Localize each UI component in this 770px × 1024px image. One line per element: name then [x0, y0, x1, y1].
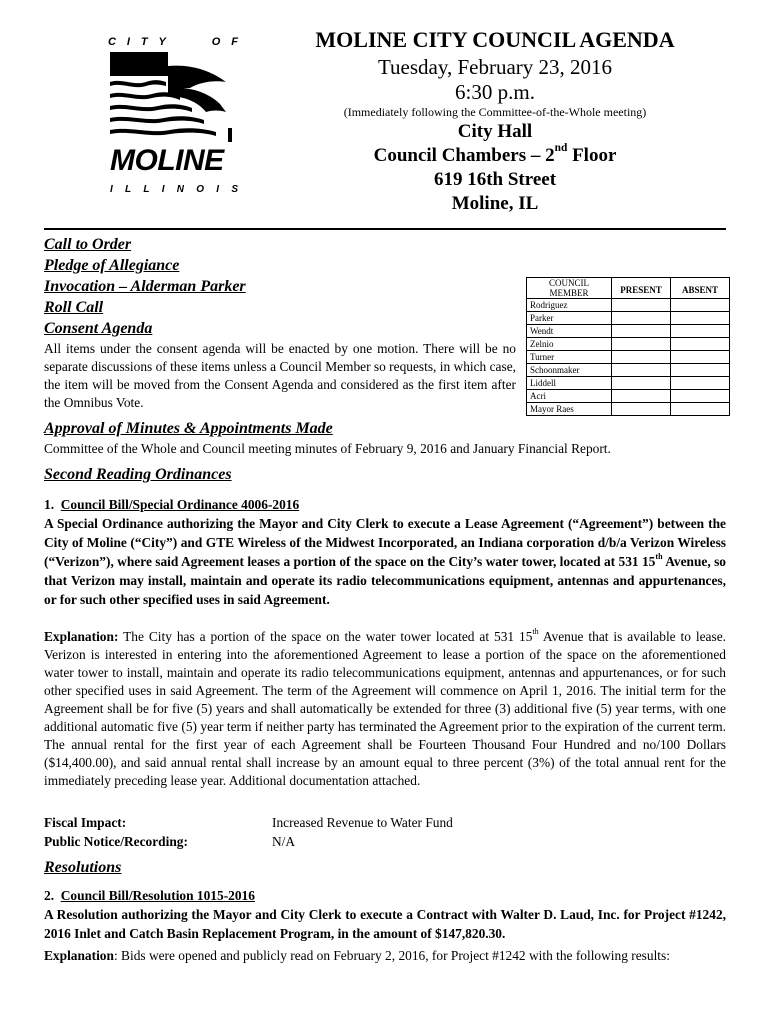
absent-cell: [671, 312, 730, 325]
logo-illinois-text: I L L I N O I S: [110, 184, 238, 195]
item-2-title: Council Bill/Resolution 1015-2016: [60, 888, 255, 903]
present-cell: [612, 403, 671, 416]
item-2-heading: [44, 888, 255, 904]
table-row: [527, 351, 730, 364]
consent-agenda-text: All items under the consent agenda will be enacted by one motion. There will be no separate discussions of these items unless a Council Member so requests, in which case, the item will be moved from the Consent Agenda and considered as the first item after the Omnibus Vote.: [44, 341, 516, 410]
absent-cell: [671, 364, 730, 377]
item-1-explanation: Explanation: The City has a portion of the space on the water tower located at 531 15th Avenue that is available to lease. Verizon is interested in entering into the aforementioned Agreement to lease a portion of the space on the aforementioned water tower to install, maintain and operate its radio telecommunications equipment, antennas and appurtenances, or for such other specified uses in said Agreement. The term of the Agreement will commence on April 1, 2016. The initial term for the Agreement shall be for five (5) years and shall automatically be extended for three (3) additional five (5) year terms, with one additional automatic five (5) year term if neither party has terminated the Agreement prior to the expiration of the current term. The annual rental for the first year of each Agreement shall be Fourteen Thousand Four Hundred and no/100 Dollars ($14,400.00), and said annual rental shall increase by an amount equal to three percent (3%) of the total annual rent for the immediately preceding lease year. Additional documentation attached.: [44, 626, 726, 788]
table-row: [527, 377, 730, 390]
present-cell: [612, 325, 671, 338]
roll-call-table: [526, 277, 730, 416]
item-1-number: 1.: [44, 497, 55, 512]
second-reading-heading: Second Reading Ordinances: [44, 466, 232, 483]
council-member-header: COUNCIL MEMBER: [527, 278, 612, 299]
table-row: [527, 338, 730, 351]
item-2-explanation: Explanation: Bids were opened and publicly read on February 2, 2016, for Project #1242 with the following results:: [44, 948, 670, 963]
call-to-order-heading: Call to Order: [44, 236, 132, 253]
absent-cell: [671, 351, 730, 364]
absent-cell: [671, 390, 730, 403]
table-row: [527, 312, 730, 325]
logo-moline-text: MOLINE: [110, 144, 224, 177]
table-row: [527, 299, 730, 312]
absent-cell: [671, 403, 730, 416]
public-notice-label: Public Notice/Recording:: [44, 834, 188, 849]
member-name: Zelnio: [527, 338, 612, 351]
table-row: [527, 390, 730, 403]
approval-text: Committee of the Whole and Council meeting minutes of February 9, 2016 and January Financial Report.: [44, 441, 611, 456]
table-row: [527, 403, 730, 416]
roll-call-header-row: [527, 278, 730, 299]
meeting-date: Tuesday, February 23, 2016: [377, 55, 613, 79]
member-name: Acri: [527, 390, 612, 403]
meeting-location: City Hall: [457, 121, 533, 142]
explanation-label: Explanation:: [44, 629, 119, 644]
absent-header: ABSENT: [671, 278, 730, 299]
present-cell: [612, 312, 671, 325]
approval-heading: Approval of Minutes & Appointments Made: [44, 420, 333, 437]
member-name: Parker: [527, 312, 612, 325]
member-name: Turner: [527, 351, 612, 364]
item-2-description: A Resolution authorizing the Mayor and City Clerk to execute a Contract with Walter D. Laud, Inc. for Project #1242, 2016 Inlet and Catch Basin Replacement Program, in the amount of $147,820.30.: [44, 907, 726, 941]
meeting-note: (Immediately following the Committee-of-the-Whole meeting): [343, 105, 647, 119]
item-1-heading: [44, 497, 299, 513]
present-cell: [612, 390, 671, 403]
member-name: Rodriguez: [527, 299, 612, 312]
river-emblem-icon: [108, 52, 238, 144]
meeting-city: Moline, IL: [451, 193, 539, 214]
present-cell: [612, 299, 671, 312]
public-notice-value: N/A: [272, 834, 296, 849]
present-cell: [612, 351, 671, 364]
absent-cell: [671, 325, 730, 338]
meeting-time: 6:30 p.m.: [455, 80, 535, 104]
pledge-heading: Pledge of Allegiance: [44, 257, 180, 274]
present-cell: [612, 377, 671, 390]
present-cell: [612, 338, 671, 351]
present-header: PRESENT: [612, 278, 671, 299]
invocation-heading: Invocation – Alderman Parker: [44, 278, 246, 295]
member-name: Schoonmaker: [527, 364, 612, 377]
agenda-title: MOLINE CITY COUNCIL AGENDA: [315, 27, 675, 52]
member-name: Wendt: [527, 325, 612, 338]
fiscal-impact-label: Fiscal Impact:: [44, 815, 127, 830]
absent-cell: [671, 299, 730, 312]
fiscal-impact-value: Increased Revenue to Water Fund: [272, 815, 453, 830]
city-of-moline-logo: [108, 36, 238, 198]
resolutions-heading: Resolutions: [44, 859, 122, 876]
absent-cell: [671, 338, 730, 351]
member-name: Liddell: [527, 377, 612, 390]
absent-cell: [671, 377, 730, 390]
roll-call-heading: Roll Call: [44, 299, 104, 316]
meeting-chambers: Council Chambers – 2nd Floor: [373, 142, 617, 166]
table-row: [527, 325, 730, 338]
header-divider: [44, 228, 726, 230]
meeting-street: 619 16th Street: [433, 169, 557, 190]
present-cell: [612, 364, 671, 377]
table-row: [527, 364, 730, 377]
item-1-description: A Special Ordinance authorizing the Mayor and City Clerk to execute a Lease Agreement (“Agreement”) between the City of Moline (“City”) and GTE Wireless of the Midwest Incorporated, an Indiana corporation d/b/a Verizon Wireless (“Verizon”), where said Agreement leases a portion of the space on the City’s water tower, located at 531 15th Avenue, so that Verizon may install, maintain and operate its radio telecommunications equipment, antennas and appurtenances, or for such other specified uses in said Agreement.: [44, 516, 726, 607]
explanation-label: Explanation: [44, 948, 114, 963]
logo-city-of-text: C I T Y O F: [108, 36, 238, 48]
item-1-title: Council Bill/Special Ordinance 4006-2016: [60, 497, 300, 512]
member-name: Mayor Raes: [527, 403, 612, 416]
consent-agenda-heading: Consent Agenda: [44, 320, 153, 337]
item-2-number: 2.: [44, 888, 55, 903]
